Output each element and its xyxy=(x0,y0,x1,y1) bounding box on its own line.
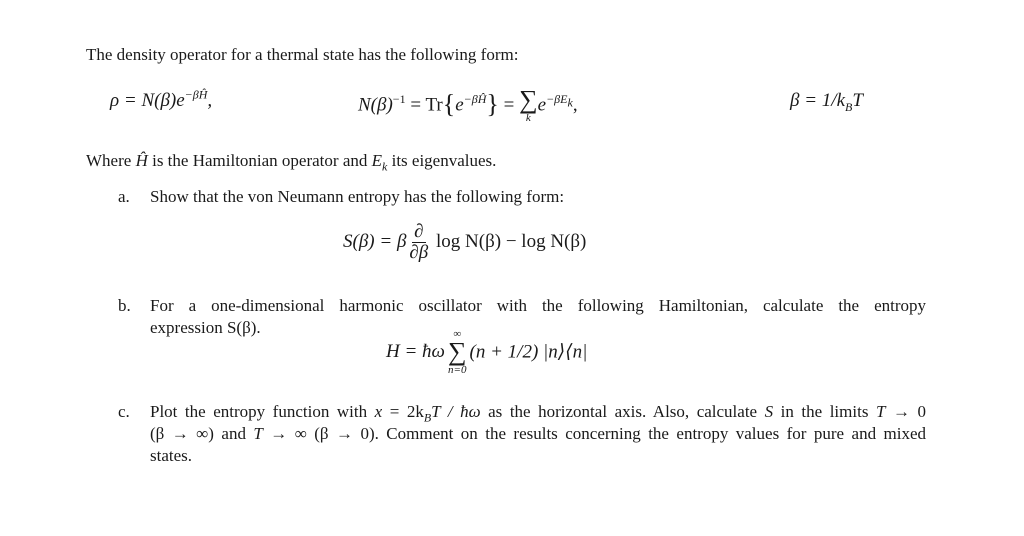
right-brace: } xyxy=(486,89,499,119)
rho-comma: , xyxy=(207,90,213,111)
part-c-line3: states. xyxy=(150,446,193,465)
n-inverse: −1 xyxy=(392,92,406,107)
where-post: its eigenvalues. xyxy=(387,151,497,170)
part-a-text: Show that the von Neumann entropy has the following form: xyxy=(150,187,565,206)
c-l1e: in the limits xyxy=(773,402,876,421)
partition-function-equation xyxy=(358,85,578,124)
part-c-line2 xyxy=(150,424,926,444)
intro-text: The density operator for a thermal state has the following form: xyxy=(86,45,519,64)
trace-exp-base: e xyxy=(455,94,464,116)
c-l1f: → 0 xyxy=(885,402,926,421)
rho-lhs: ρ = N(β)e xyxy=(110,90,185,111)
entropy-rhs: log N(β) − log N(β) xyxy=(431,230,587,252)
part-c-line1 xyxy=(150,402,926,425)
where-h: Ĥ xyxy=(135,151,148,170)
sum-symbol-n: ∑ xyxy=(447,337,467,366)
sum-exponent: −βEk xyxy=(546,92,573,110)
c-l1c: T / ħω xyxy=(431,402,481,421)
n-lhs: N(β) xyxy=(358,94,393,116)
hamiltonian-rhs: (n + 1/2) |n⟩⟨n| xyxy=(469,341,588,363)
entropy-equation xyxy=(343,222,586,263)
c-l2a: (β → ∞) and xyxy=(150,424,254,443)
sum-upper-limit: ∞ xyxy=(453,328,462,340)
trace-label: = Tr xyxy=(405,94,443,116)
hamiltonian-equation xyxy=(386,328,587,376)
c-l1t: T xyxy=(875,402,886,421)
rho-exponent: −βĤ xyxy=(184,87,208,102)
where-e: E xyxy=(371,151,383,170)
sum-lower-limit: n=0 xyxy=(448,364,467,376)
partial-derivative xyxy=(409,222,428,263)
beta-def-subscript: B xyxy=(845,99,853,114)
partition-comma: , xyxy=(572,94,578,116)
entropy-lhs: S(β) = β xyxy=(343,230,407,252)
part-c-label: c. xyxy=(118,402,130,421)
c-l1s: S xyxy=(764,402,774,421)
sum-symbol: ∑ xyxy=(519,85,538,114)
sum-over-n xyxy=(448,328,467,376)
where-mid: is the Hamiltonian operator and xyxy=(147,151,372,170)
c-l1d: as the horizontal axis. Also, calculate xyxy=(480,402,765,421)
part-b-line2: expression S(β). xyxy=(150,318,261,337)
density-operator-equation xyxy=(110,87,213,112)
c-l1b-sub: B xyxy=(423,410,432,425)
left-brace: { xyxy=(442,89,456,119)
part-a-label: a. xyxy=(118,187,130,206)
hamiltonian-lhs: H = ħω xyxy=(386,341,445,362)
sum-over-k xyxy=(519,85,538,124)
c-l1a: Plot the entropy function with xyxy=(150,402,375,421)
sum-exp-base: e xyxy=(537,94,547,116)
partial-numerator: ∂ xyxy=(414,221,424,242)
where-pre: Where xyxy=(86,151,136,170)
equals-sign: = xyxy=(498,94,520,116)
c-l1x: x xyxy=(374,402,383,421)
c-l1b: = 2k xyxy=(382,402,424,421)
beta-definition xyxy=(790,90,863,112)
trace-exponent: −βĤ xyxy=(463,92,487,107)
c-l2t: T xyxy=(253,424,263,443)
where-line xyxy=(86,151,497,174)
beta-def-t: T xyxy=(852,90,863,111)
sum-index-k: k xyxy=(525,112,531,124)
part-b-line1: For a one-dimensional harmonic oscillator with the following Hamiltonian, calculate the entropy xyxy=(150,296,926,315)
part-b-label: b. xyxy=(118,296,131,315)
where-e-sub: k xyxy=(382,159,388,174)
c-l2b: → ∞ (β → 0). Comment on the results concerning the entropy values for pure and mixed xyxy=(262,424,926,443)
partial-denominator: ∂β xyxy=(409,242,429,263)
beta-def-text: β = 1/k xyxy=(790,90,845,111)
